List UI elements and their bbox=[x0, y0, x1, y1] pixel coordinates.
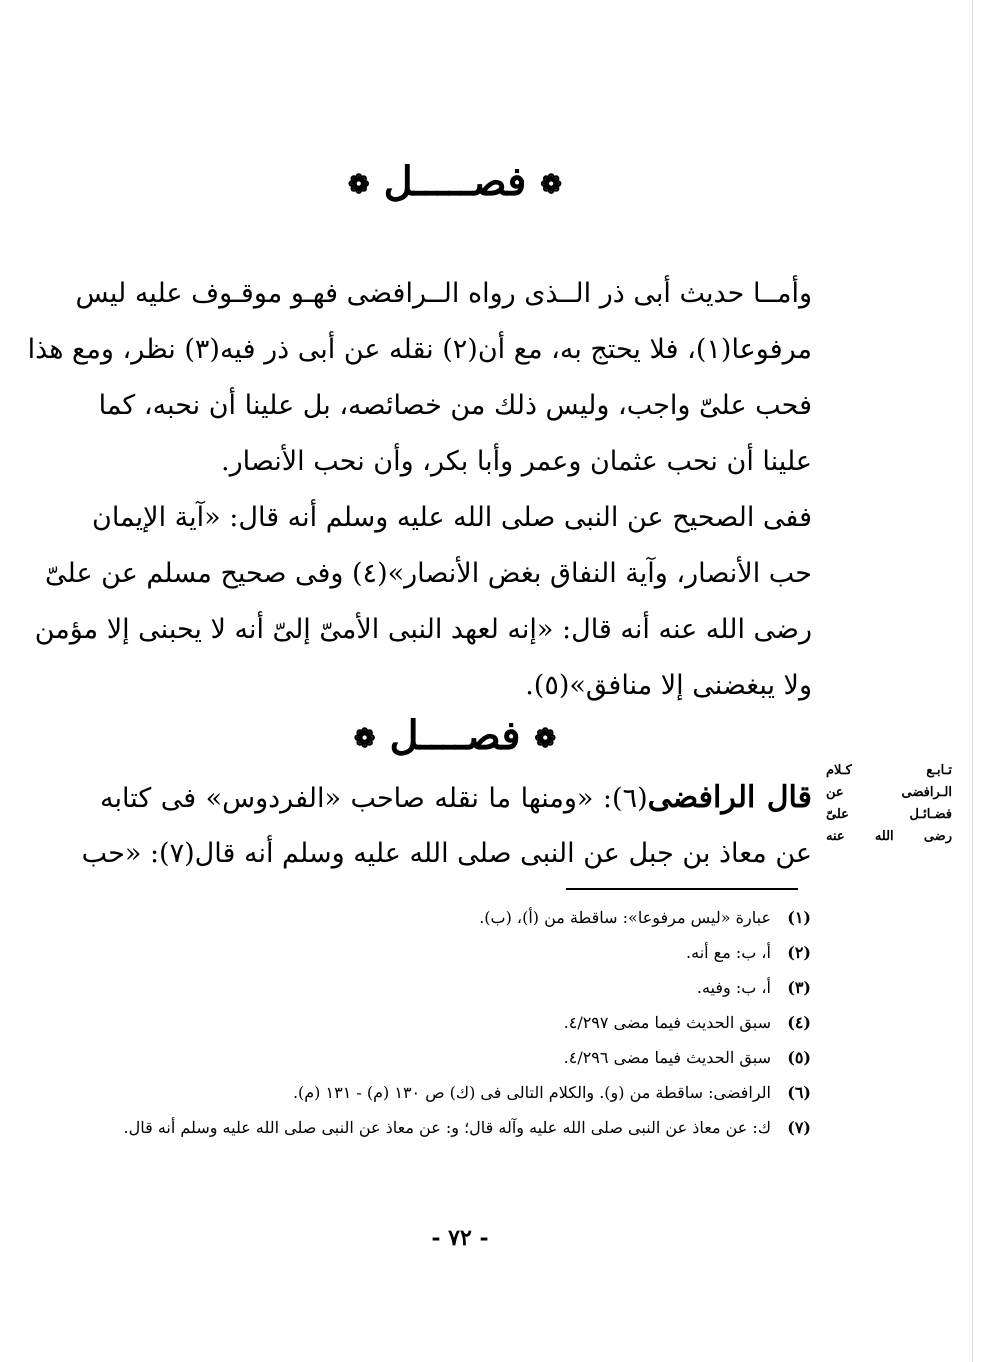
ornament-icon: ❁ bbox=[534, 724, 557, 754]
footnote-number: (٣) bbox=[787, 978, 811, 997]
margin-note-line: الـرافضى عن bbox=[826, 785, 952, 800]
text-line bbox=[100, 770, 812, 826]
text-line: رضى الله عنه أنه قال: «إنه لعهد النبى الأمىّ إلىّ أنه لا يحبنى إلا مؤمن bbox=[34, 614, 812, 645]
lead-phrase: قال الرافضى bbox=[647, 780, 813, 815]
paragraph-sahih bbox=[34, 490, 812, 714]
margin-note-line: رضى الله عنه bbox=[826, 829, 952, 844]
ornament-icon: ❁ bbox=[353, 724, 376, 754]
footnote-text: أ، ب: وفيه. bbox=[696, 978, 771, 997]
ornament-icon: ❁ bbox=[540, 170, 563, 200]
footnote bbox=[96, 935, 811, 970]
page-number: - ٧٢ - bbox=[431, 1225, 489, 1251]
text-line: عن معاذ بن جبل عن النبى صلى الله عليه وسلم أنه قال(٧): «حب bbox=[81, 838, 812, 869]
margin-note bbox=[826, 760, 952, 848]
footnote-text: عبارة «ليس مرفوعا»: ساقطة من (أ)، (ب). bbox=[479, 908, 771, 927]
footnote bbox=[96, 1110, 811, 1145]
footnote-text: سبق الحديث فيما مضى ٤/٢٩٧. bbox=[563, 1013, 771, 1032]
footnote bbox=[96, 1040, 811, 1075]
text-line-rest: (٦): «ومنها ما نقله صاحب «الفردوس» فى كتابه bbox=[100, 783, 648, 814]
footnote-text: ك: عن معاذ عن النبى صلى الله عليه وآله قال؛ و: عن معاذ عن النبى صلى الله عليه وسلم أنه قال. bbox=[123, 1118, 771, 1137]
section-heading-2 bbox=[100, 712, 810, 763]
ornament-icon: ❁ bbox=[347, 170, 370, 200]
footnote bbox=[96, 1075, 811, 1110]
text-line: مرفوعا(١)، فلا يحتج به، مع أن(٢) نقله عن أبى ذر فيه(٣) نظر، ومع هذا bbox=[27, 334, 812, 365]
footnote-number: (٦) bbox=[787, 1083, 811, 1102]
footnotes bbox=[96, 900, 811, 1145]
text-line: حب الأنصار، وآية النفاق بغض الأنصار»(٤) وفى صحيح مسلم عن علىّ bbox=[45, 558, 812, 589]
text-line: ولا يبغضنى إلا منافق»(٥). bbox=[525, 670, 812, 701]
footnote-separator bbox=[566, 888, 798, 890]
footnote-number: (٤) bbox=[787, 1013, 811, 1032]
margin-note-line: تـابـع كـلام bbox=[826, 763, 952, 778]
text-line: وأمــا حديث أبى ذر الــذى رواه الــرافضى فهـو موقـوف عليه ليس bbox=[75, 278, 812, 309]
margin-note-line: فضـائـل علىّ bbox=[826, 807, 952, 822]
section-heading-text: فصــــل bbox=[389, 712, 521, 759]
text-line: فحب علىّ واجب، وليس ذلك من خصائصه، بل علينا أن نحبه، كما bbox=[98, 390, 812, 421]
footnote-number: (٧) bbox=[787, 1118, 811, 1137]
footnote-number: (٢) bbox=[787, 943, 811, 962]
footnote bbox=[96, 900, 811, 935]
section-heading-text: فصـــــل bbox=[383, 158, 527, 205]
page-edge-line bbox=[972, 0, 973, 1362]
footnote-text: سبق الحديث فيما مضى ٤/٢٩٦. bbox=[563, 1048, 771, 1067]
section-heading-1 bbox=[100, 158, 810, 209]
footnote bbox=[96, 1005, 811, 1040]
footnote-text: أ، ب: مع أنه. bbox=[686, 943, 771, 962]
paragraph-abu-dharr bbox=[27, 266, 812, 490]
footnote-number: (٥) bbox=[787, 1048, 811, 1067]
footnote-number: (١) bbox=[787, 908, 811, 927]
footnote-text: الرافضى: ساقطة من (و). والكلام التالى فى (ك) ص ١٣٠ (م) - ١٣١ (م). bbox=[292, 1083, 771, 1102]
text-line: ففى الصحيح عن النبى صلى الله عليه وسلم أنه قال: «آية الإيمان bbox=[92, 502, 812, 533]
text-line: علينا أن نحب عثمان وعمر وأبا بكر، وأن نحب الأنصار. bbox=[221, 446, 812, 477]
paragraph-rafidi bbox=[81, 770, 813, 882]
footnote bbox=[96, 970, 811, 1005]
